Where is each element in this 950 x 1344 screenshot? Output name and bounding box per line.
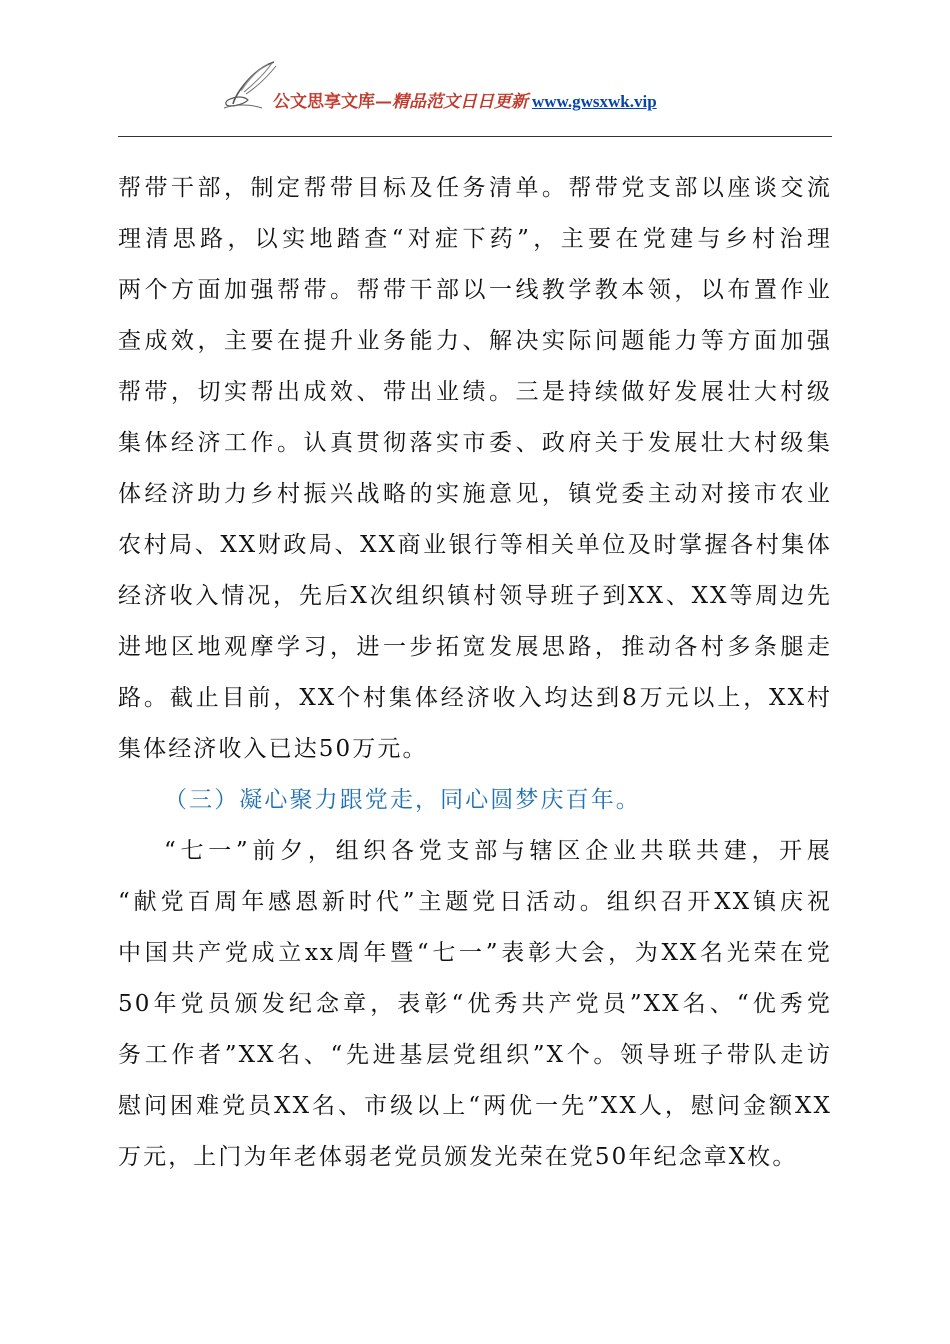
page-header bbox=[118, 60, 832, 136]
text-line: 50年党员颁发纪念章，表彰“优秀共产党员”XX名、“优秀党 bbox=[118, 991, 832, 1017]
text-line: 集体经济收入已达50万元。 bbox=[118, 736, 428, 762]
document-body bbox=[118, 163, 832, 1183]
text-line: 两个方面加强帮带。帮带干部以一线教学教本领，以布置作业 bbox=[118, 277, 832, 303]
text-line: “七一”前夕，组织各党支部与辖区企业共联共建，开展 bbox=[164, 838, 832, 864]
text-line: 进地区地观摩学习，进一步拓宽发展思路，推动各村多条腿走 bbox=[118, 634, 832, 660]
header-divider bbox=[118, 136, 832, 137]
header-title bbox=[273, 90, 657, 114]
text-line: 帮带干部，制定帮带目标及任务清单。帮带党支部以座谈交流 bbox=[118, 175, 832, 201]
header-slogan: —精品范文日日更新 bbox=[375, 92, 528, 112]
text-line: 集体经济工作。认真贯彻落实市委、政府关于发展壮大村级集 bbox=[118, 430, 832, 456]
text-line: 万元，上门为年老体弱老党员颁发光荣在党50年纪念章X枚。 bbox=[118, 1144, 798, 1170]
text-line: 体经济助力乡村振兴战略的实施意见，镇党委主动对接市农业 bbox=[118, 481, 832, 507]
text-line: 农村局、XX财政局、XX商业银行等相关单位及时掌握各村集体 bbox=[118, 532, 832, 558]
text-line: 慰问困难党员XX名、市级以上“两优一先”XX人，慰问金额XX bbox=[118, 1093, 832, 1119]
website-link[interactable]: www.gwsxwk.vip bbox=[532, 92, 657, 111]
text-line: 经济收入情况，先后X次组织镇村领导班子到XX、XX等周边先 bbox=[118, 583, 832, 609]
text-line: 查成效，主要在提升业务能力、解决实际问题能力等方面加强 bbox=[118, 328, 832, 354]
brand-name: 公文思享文库 bbox=[273, 92, 375, 112]
text-line: 务工作者”XX名、“先进基层党组织”X个。领导班子带队走访 bbox=[118, 1042, 832, 1068]
text-line: “献党百周年感恩新时代”主题党日活动。组织召开XX镇庆祝 bbox=[118, 889, 832, 915]
feather-pen-icon bbox=[222, 60, 278, 112]
text-line: 中国共产党成立xx周年暨“七一”表彰大会，为XX名光荣在党 bbox=[118, 940, 832, 966]
text-line: 帮带，切实帮出成效、带出业绩。三是持续做好发展壮大村级 bbox=[118, 379, 832, 405]
text-line: 理清思路，以实地踏查“对症下药”，主要在党建与乡村治理 bbox=[118, 226, 832, 252]
section-heading: （三）凝心聚力跟党走，同心圆梦庆百年。 bbox=[164, 787, 641, 813]
text-line: 路。截止目前，XX个村集体经济收入均达到8万元以上，XX村 bbox=[118, 685, 832, 711]
